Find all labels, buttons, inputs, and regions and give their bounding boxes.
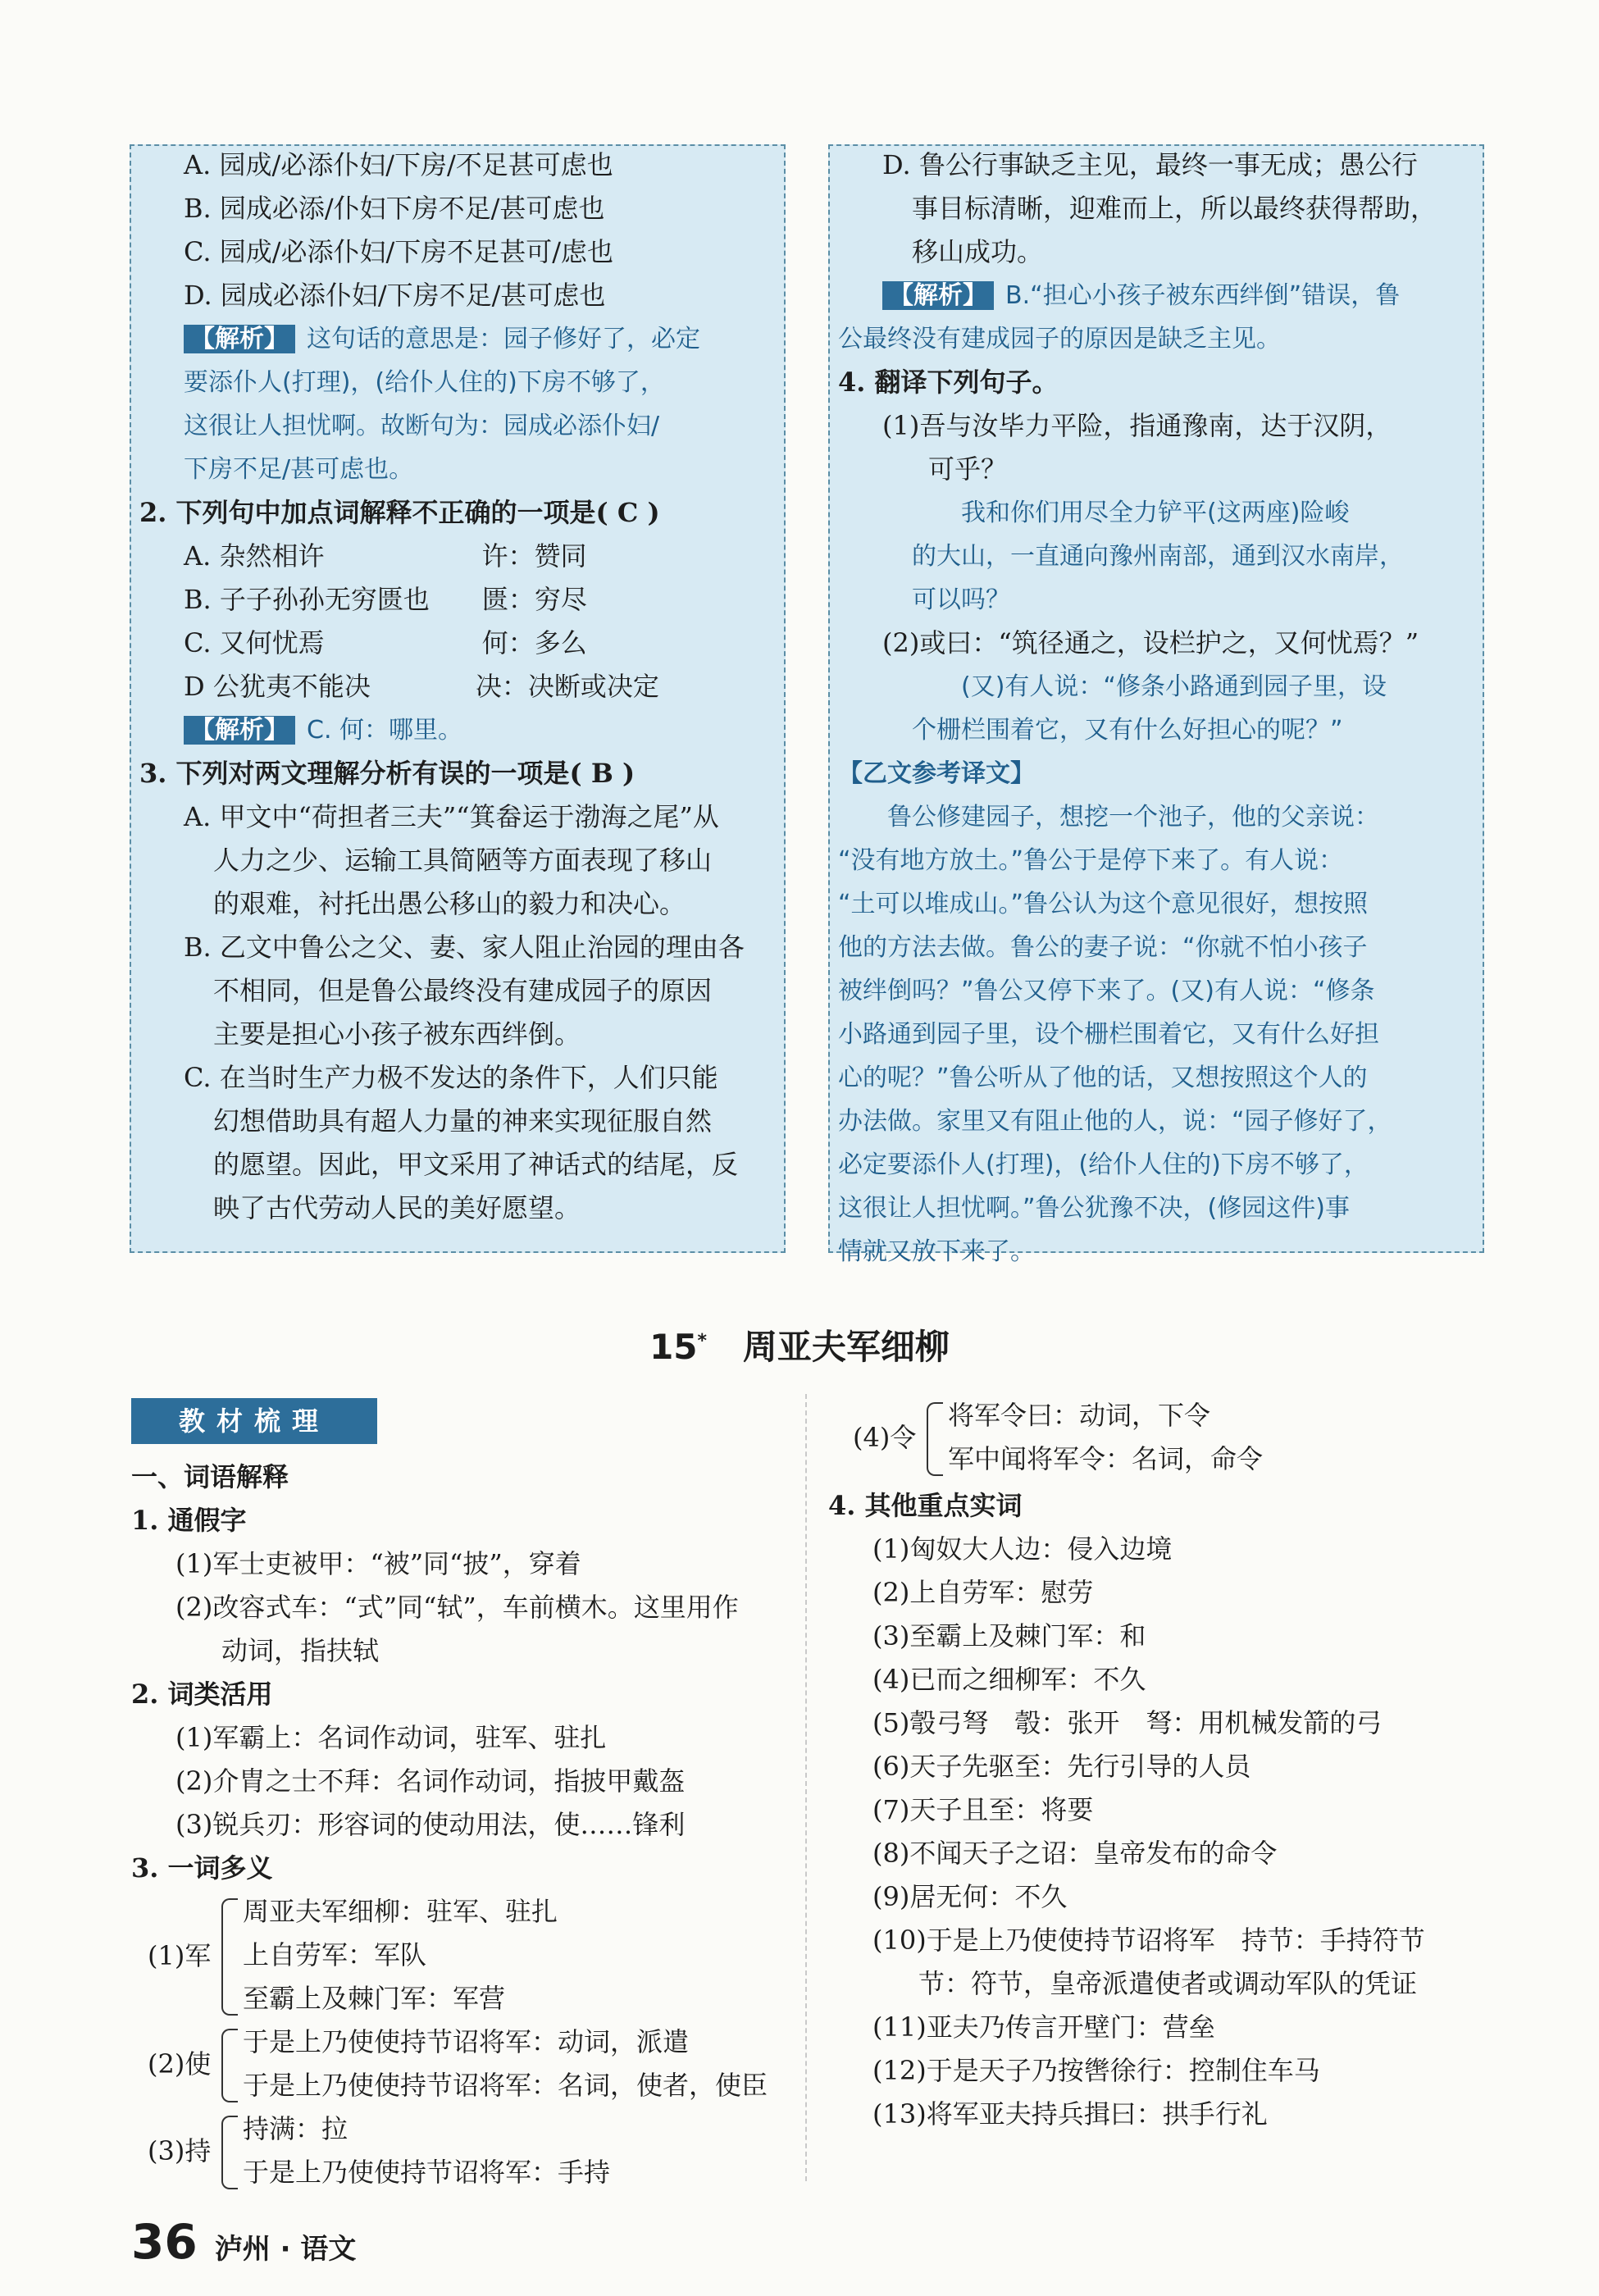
line-text: “土可以堆成山。”鲁公认为这个意见很好，想按照	[838, 890, 1369, 918]
text-line	[139, 1056, 779, 1100]
text-line	[131, 1456, 787, 1499]
text-line	[838, 1143, 1478, 1187]
text-line	[828, 1832, 1550, 1875]
polysemy-item: 至霸上及棘门军：军营	[243, 1983, 506, 2014]
polysemy-item: 上自劳军：军队	[243, 1939, 427, 1970]
line-text: D 公犹夷不能决 决：决断或决定	[184, 671, 659, 702]
line-text: 映了古代劳动人民的美好愿望。	[213, 1192, 581, 1223]
text-line	[838, 317, 1478, 361]
text-line	[131, 1673, 787, 1716]
polysemy-label: (3)持	[148, 2135, 212, 2166]
line-text: 可乎？	[928, 453, 1008, 485]
polysemy-label: (4)令	[853, 1422, 917, 1453]
line-text: 这句话的意思是：园子修好了，必定	[307, 325, 700, 353]
text-line	[139, 578, 779, 622]
line-text: 被绊倒吗？”鲁公又停下来了。(又)有人说：“修条	[838, 977, 1375, 1005]
line-text: (11)亚夫乃传言开壁门：营垒	[872, 2011, 1215, 2043]
line-text: B. 园成必添/仆妇下房不足/甚可虑也	[184, 193, 605, 224]
text-line	[139, 317, 779, 361]
text-line	[828, 1702, 1550, 1745]
line-text: 事目标清晰，迎难而上，所以最终获得帮助，	[912, 193, 1437, 224]
line-text: C. 何：哪里。	[307, 716, 463, 745]
text-line	[828, 2093, 1550, 2136]
line-text: 下房不足/甚可虑也。	[184, 455, 414, 484]
text-line	[828, 1528, 1550, 1571]
text-line	[139, 839, 779, 882]
text-line	[838, 1100, 1478, 1143]
brace-icon	[221, 2116, 238, 2189]
line-text: 3. 一词多义	[131, 1852, 273, 1884]
text-line	[139, 448, 779, 491]
text-line	[838, 1056, 1478, 1100]
polysemy-label: (2)使	[148, 2048, 212, 2080]
text-line	[131, 1542, 787, 1586]
text-line	[131, 1803, 787, 1847]
column-divider	[805, 1394, 807, 2181]
line-text: (1)匈奴大人边：侵入边境	[872, 1533, 1173, 1565]
line-text: 不相同，但是鲁公最终没有建成园子的原因	[213, 975, 713, 1006]
text-line	[838, 274, 1478, 317]
line-text: B.“担心小孩子被东西绊倒”错误，鲁	[1005, 281, 1401, 310]
page-number: 36	[131, 2214, 198, 2270]
line-text: 要添仆人(打理)，(给仆人住的)下房不够了，	[184, 368, 665, 397]
polysemy-group	[853, 1394, 1509, 1481]
text-line	[838, 752, 1478, 795]
text-line	[828, 1919, 1550, 1962]
text-line	[838, 969, 1478, 1013]
text-line	[139, 1143, 779, 1187]
text-line	[139, 1100, 779, 1143]
line-text: (7)天子且至：将要	[872, 1794, 1094, 1825]
lower-right-content	[828, 1484, 1550, 2136]
text-line	[131, 1847, 787, 1890]
line-text: 公最终没有建成园子的原因是缺乏主见。	[838, 325, 1281, 353]
text-line	[838, 926, 1478, 969]
line-text: (2)上自劳军：慰劳	[872, 1577, 1094, 1608]
line-text: (9)居无何：不久	[872, 1881, 1068, 1912]
analysis-tag: 【解析】	[882, 281, 994, 310]
polysemy-group	[148, 2107, 795, 2194]
line-text: (3)锐兵刃：形容词的使动用法，使……锋利	[175, 1809, 686, 1840]
line-text: 情就又放下来了。	[838, 1237, 1035, 1266]
text-line	[828, 1788, 1550, 1832]
text-line	[131, 1716, 787, 1760]
line-text: (12)于是天子乃按辔徐行：控制住车马	[872, 2055, 1320, 2086]
text-line	[838, 795, 1478, 839]
line-text: (2)或曰：“筑径通之，设栏护之，又何忧焉？”	[882, 627, 1419, 658]
line-text: 4. 翻译下列句子。	[838, 367, 1059, 398]
text-line	[838, 622, 1478, 665]
text-line	[828, 2049, 1550, 2093]
text-line	[828, 1484, 1550, 1528]
line-text: D. 鲁公行事缺乏主见，最终一事无成；愚公行	[882, 149, 1418, 180]
line-text: 办法做。家里又有阻止他的人，说：“园子修好了，	[838, 1107, 1392, 1136]
text-line	[139, 361, 779, 404]
polysemy-label: (1)军	[148, 1939, 212, 1971]
text-line	[131, 1499, 787, 1542]
text-line	[139, 708, 779, 752]
text-line	[139, 404, 779, 448]
text-line	[838, 535, 1478, 578]
text-line	[139, 926, 779, 969]
right-box-content	[838, 144, 1478, 1273]
text-line	[139, 144, 779, 187]
line-text: 人力之少、运输工具简陋等方面表现了移山	[213, 845, 713, 876]
line-text: A. 园成/必添仆妇/下房/不足甚可虑也	[184, 149, 613, 180]
text-line	[139, 1187, 779, 1230]
line-text: 1. 通假字	[131, 1505, 247, 1536]
text-line	[828, 1615, 1550, 1658]
text-line	[838, 665, 1478, 708]
text-line	[139, 622, 779, 665]
brace-icon	[927, 1402, 943, 1476]
analysis-tag: 【解析】	[184, 325, 295, 353]
line-text: C. 园成/必添仆妇/下房不足甚可/虑也	[184, 236, 614, 267]
polysemy-item: 于是上乃使使持节诏将军：名词，使者，使臣	[243, 2070, 768, 2101]
footer-label: 泸州 · 语文	[214, 2233, 357, 2266]
polysemy-group	[148, 2020, 795, 2107]
text-line	[828, 2006, 1550, 2049]
text-line	[838, 491, 1478, 535]
polysemy-item: 持满：拉	[243, 2113, 348, 2144]
line-text: D. 园成必添仆妇/下房不足/甚可虑也	[184, 280, 606, 311]
line-text: 必定要添仆人(打理)，(给仆人住的)下房不够了，	[838, 1150, 1369, 1179]
page-footer	[131, 2214, 356, 2270]
line-text: (2)介胄之士不拜：名词作动词，指披甲戴盔	[175, 1765, 686, 1797]
text-line	[139, 882, 779, 926]
line-text: (1)吾与汝毕力平险，指通豫南，达于汉阴，	[882, 410, 1392, 441]
line-text: 的大山，一直通向豫州南部，通到汉水南岸，	[912, 542, 1404, 571]
text-line	[838, 1230, 1478, 1273]
line-text: B. 乙文中鲁公之父、妻、家人阻止治园的理由各	[184, 932, 745, 963]
text-line	[838, 448, 1478, 491]
line-text: 幻想借助具有超人力量的神来实现征服自然	[213, 1105, 713, 1137]
polysemy-item: 军中闻将军令：名词，命令	[948, 1443, 1264, 1474]
polysemy-groups	[148, 1890, 795, 2194]
line-text: 4. 其他重点实词	[828, 1490, 1023, 1521]
text-line	[139, 969, 779, 1013]
analysis-tag: 【解析】	[184, 716, 295, 745]
line-text: 我和你们用尽全力铲平(这两座)险峻	[912, 499, 1350, 527]
line-text: (5)彀弓弩 彀：张开 弩：用机械发箭的弓	[872, 1707, 1383, 1738]
line-text: 的艰难，衬托出愚公移山的毅力和决心。	[213, 888, 686, 919]
lower-right-ling	[853, 1394, 1509, 1481]
text-line	[838, 882, 1478, 926]
text-line	[139, 752, 779, 795]
text-line	[838, 230, 1478, 274]
text-line	[139, 795, 779, 839]
text-line	[838, 144, 1478, 187]
line-text: (1)军霸上：名词作动词，驻军、驻扎	[175, 1722, 607, 1753]
line-text: 移山成功。	[912, 236, 1044, 267]
line-text: (又)有人说：“修条小路通到园子里，设	[912, 672, 1387, 701]
line-text: 3. 下列对两文理解分析有误的一项是( B )	[139, 758, 636, 789]
polysemy-item: 将军令曰：动词，下令	[948, 1400, 1211, 1431]
line-text: 2. 下列句中加点词解释不正确的一项是( C )	[139, 497, 660, 528]
text-line	[131, 1586, 787, 1629]
line-text: 他的方法去做。鲁公的妻子说：“你就不怕小孩子	[838, 933, 1368, 962]
line-text: B. 子子孙孙无穷匮也 匮：穷尽	[184, 584, 587, 615]
lesson-title: 15* 周亚夫军细柳	[649, 1327, 950, 1367]
section-banner: 教材梳理	[131, 1398, 377, 1444]
line-text: A. 杂然相许 许：赞同	[184, 540, 587, 572]
text-line	[838, 708, 1478, 752]
left-box-content	[139, 144, 779, 1230]
line-text: (4)已而之细柳军：不久	[872, 1664, 1146, 1695]
line-text: (6)天子先驱至：先行引导的人员	[872, 1751, 1251, 1782]
line-text: C. 又何忧焉 何：多么	[184, 627, 587, 658]
line-text: 主要是担心小孩子被东西绊倒。	[213, 1018, 581, 1050]
text-line	[838, 187, 1478, 230]
line-text: (8)不闻天子之诏：皇帝发布的命令	[872, 1838, 1278, 1869]
line-text: A. 甲文中“荷担者三夫”“箕畚运于渤海之尾”从	[184, 801, 719, 832]
lower-left-content	[131, 1456, 787, 1890]
text-line	[828, 1962, 1550, 2006]
text-line	[838, 1187, 1478, 1230]
brace-icon	[221, 2029, 238, 2102]
text-line	[139, 274, 779, 317]
text-line	[838, 578, 1478, 622]
text-line	[139, 187, 779, 230]
text-line	[838, 361, 1478, 404]
text-line	[131, 1629, 787, 1673]
line-text: 【乙文参考译文】	[838, 759, 1035, 788]
line-text: (13)将军亚夫持兵揖曰：拱手行礼	[872, 2098, 1268, 2130]
line-text: 心的呢？”鲁公听从了他的话，又想按照这个人的	[838, 1064, 1368, 1092]
text-line	[131, 1760, 787, 1803]
text-line	[139, 230, 779, 274]
line-text: “没有地方放土。”鲁公于是停下来了。有人说：	[838, 846, 1344, 875]
line-text: 动词，指扶轼	[221, 1635, 380, 1666]
text-line	[838, 1013, 1478, 1056]
text-line	[139, 535, 779, 578]
text-line	[139, 1013, 779, 1056]
polysemy-item: 于是上乃使使持节诏将军：手持	[243, 2157, 611, 2188]
text-line	[838, 404, 1478, 448]
polysemy-group	[148, 1890, 795, 2020]
line-text: (10)于是上乃使使持节诏将军 持节：手持符节	[872, 1925, 1425, 1956]
line-text: (3)至霸上及棘门军：和	[872, 1620, 1146, 1651]
polysemy-item: 周亚夫军细柳：驻军、驻扎	[243, 1896, 558, 1927]
brace-icon	[221, 1898, 238, 2016]
text-line	[828, 1571, 1550, 1615]
line-text: 小路通到园子里，设个栅栏围着它，又有什么好担	[838, 1020, 1379, 1049]
text-line	[828, 1658, 1550, 1702]
text-line	[828, 1745, 1550, 1788]
line-text: (2)改容式车：“式”同“轼”，车前横木。这里用作	[175, 1592, 739, 1623]
text-line	[139, 665, 779, 708]
line-text: 2. 词类活用	[131, 1679, 273, 1710]
text-line	[139, 491, 779, 535]
line-text: 鲁公修建园子，想挖一个池子，他的父亲说：	[838, 803, 1379, 831]
line-text: 个栅栏围着它，又有什么好担心的呢？”	[912, 716, 1343, 745]
line-text: 节：符节，皇帝派遣使者或调动军队的凭证	[918, 1968, 1418, 1999]
line-text: 这很让人担忧啊。故断句为：园成必添仆妇/	[184, 412, 660, 440]
line-text: 可以吗？	[912, 585, 1010, 614]
line-text: C. 在当时生产力极不发达的条件下，人们只能	[184, 1062, 718, 1093]
line-text: (1)军士吏被甲：“被”同“披”，穿着	[175, 1548, 581, 1579]
text-line	[838, 839, 1478, 882]
text-line	[828, 1875, 1550, 1919]
polysemy-item: 于是上乃使使持节诏将军：动词，派遣	[243, 2026, 690, 2057]
line-text: 这很让人担忧啊。”鲁公犹豫不决，(修园这件)事	[838, 1194, 1350, 1223]
line-text: 的愿望。因此，甲文采用了神话式的结尾，反	[213, 1149, 739, 1180]
line-text: 一、词语解释	[131, 1461, 289, 1492]
